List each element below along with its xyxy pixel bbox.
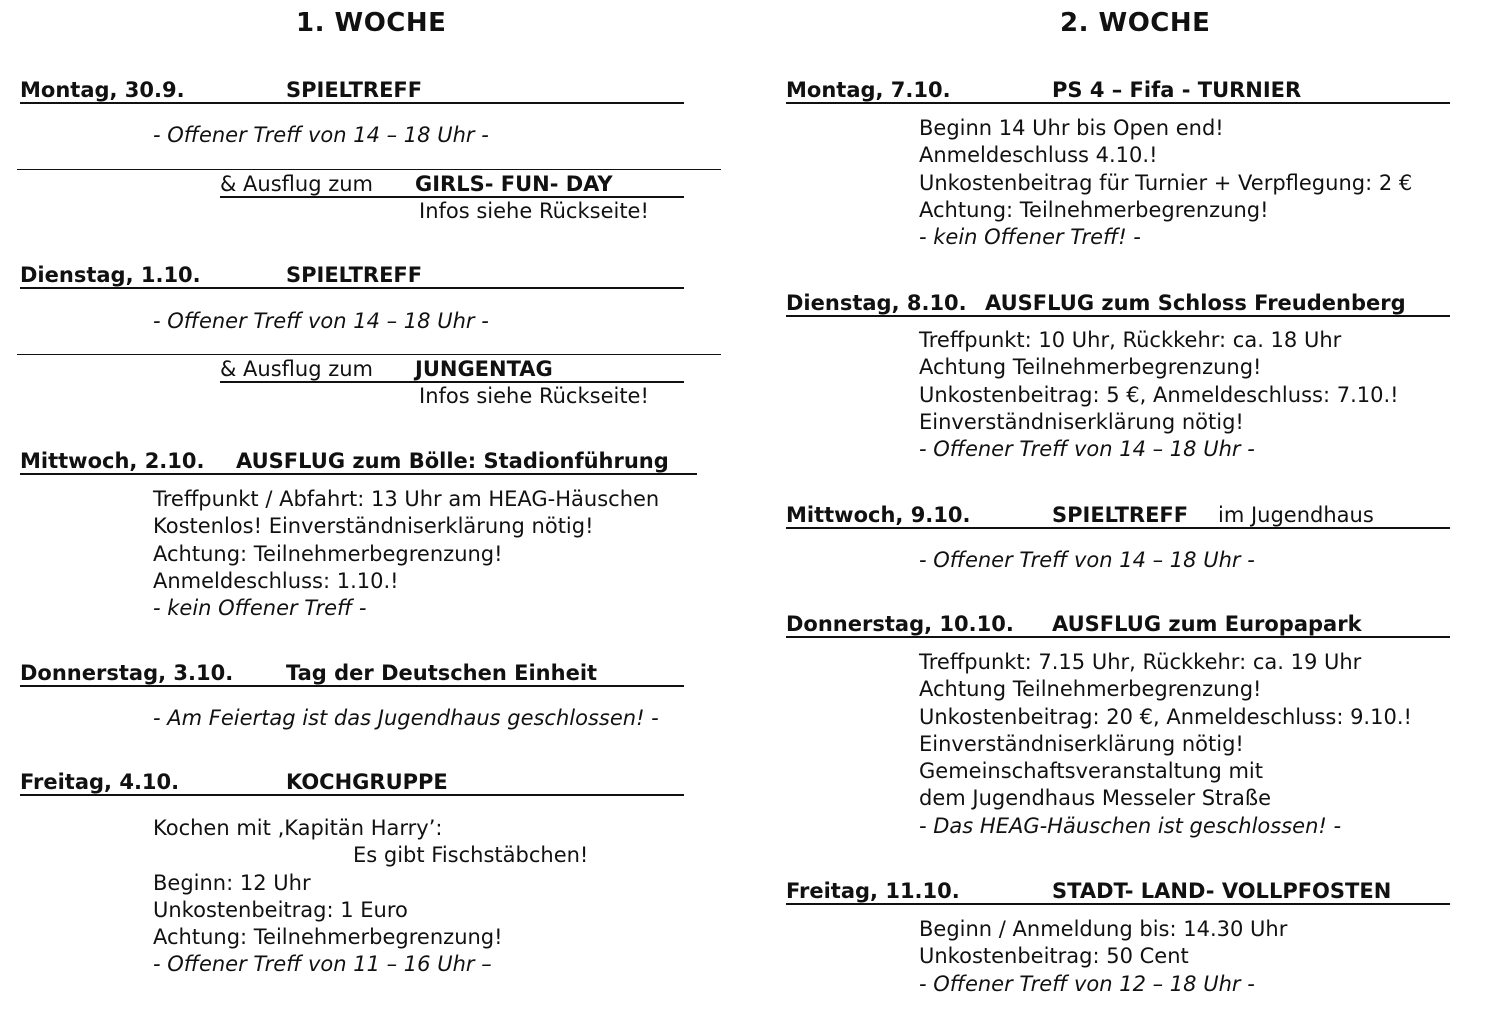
week-2-title: 2. WOCHE [1060,8,1211,38]
entry-event: STADT- LAND- VOLLPFOSTEN [1052,879,1392,903]
entry-event: AUSFLUG zum Schloss Freudenberg [985,291,1406,315]
entry-heading [20,263,684,289]
entry-line: - Offener Treff von 12 – 18 Uhr - [919,971,1255,996]
entry-body [919,327,1399,463]
entry-line: - Am Feiertag ist das Jugendhaus geschlossen! - [153,706,659,730]
entry-day: Montag, 7.10. [786,78,951,102]
entry-heading [786,78,1450,104]
entry-heading [20,449,697,475]
entry-line: - Offener Treff von 14 – 18 Uhr - [153,123,489,147]
entry-day: Donnerstag, 3.10. [20,661,234,685]
entry-line: Einverständniserklärung nötig! [919,409,1244,434]
entry-line: Es gibt Fischstäbchen! [353,843,589,868]
entry-line: Achtung: Teilnehmerbegrenzung! [153,541,503,566]
entry-event-suffix: im Jugendhaus [1218,503,1374,527]
entry-line: - Offener Treff von 14 – 18 Uhr - [919,437,1255,462]
entry-line: Unkostenbeitrag: 5 €, Anmeldeschluss: 7.10.! [919,382,1399,407]
entry-body [153,486,659,622]
entry-line: Achtung: Teilnehmerbegrenzung! [919,197,1269,222]
entry-line: Unkostenbeitrag: 1 Euro [153,897,408,922]
entry-line: - Offener Treff von 14 – 18 Uhr - [153,309,489,333]
entry-event: AUSFLUG zum Bölle: Stadionführung [236,449,669,473]
entry-day: Donnerstag, 10.10. [786,612,1014,636]
entry-event: SPIELTREFF [286,78,423,102]
trip-name: JUNGENTAG [415,357,553,381]
entry-line: Einverständniserklärung nötig! [919,731,1244,756]
divider [17,169,721,170]
entry-line: Achtung: Teilnehmerbegrenzung! [153,925,503,950]
entry-event: KOCHGRUPPE [286,770,448,794]
trip-prefix: & Ausflug zum [220,172,373,196]
entry-heading [786,612,1450,638]
entry-body [919,115,1412,251]
entry-line: Unkostenbeitrag: 20 €, Anmeldeschluss: 9.10.! [919,704,1412,729]
entry-event: SPIELTREFF [286,263,423,287]
entry-event: AUSFLUG zum Europapark [1052,612,1362,636]
entry-line: Achtung Teilnehmerbegrenzung! [919,355,1262,380]
trip-info: Infos siehe Rückseite! [419,384,649,408]
entry-heading [786,879,1450,905]
entry-day: Freitag, 4.10. [20,770,180,794]
entry-line: Beginn 14 Uhr bis Open end! [919,116,1224,140]
entry-line: - kein Offener Treff - [153,596,367,621]
entry-line: Achtung Teilnehmerbegrenzung! [919,677,1262,702]
entry-event: Tag der Deutschen Einheit [286,661,598,685]
entry-body [919,916,1287,998]
entry-heading [786,291,1450,317]
entry-line: Anmeldeschluss: 1.10.! [153,568,399,593]
entry-line: Treffpunkt: 10 Uhr, Rückkehr: ca. 18 Uhr [919,328,1342,352]
entry-line: Gemeinschaftsveranstaltung mit [919,759,1263,784]
entry-line: Treffpunkt / Abfahrt: 13 Uhr am HEAG-Häuschen [153,487,660,511]
entry-day: Freitag, 11.10. [786,879,960,903]
entry-line: Anmeldeschluss 4.10.! [919,143,1158,168]
trip-name: GIRLS- FUN- DAY [415,172,613,196]
entry-line: Kochen mit ‚Kapitän Harry’: [153,816,443,840]
entry-line: Kostenlos! Einverständniserklärung nötig! [153,514,594,539]
trip-info: Infos siehe Rückseite! [419,199,649,223]
entry-event: SPIELTREFF [1052,503,1189,527]
entry-body [153,815,588,979]
entry-line: - kein Offener Treff! - [919,225,1141,250]
entry-heading [786,503,1450,529]
entry-day: Dienstag, 1.10. [20,263,201,287]
entry-day: Montag, 30.9. [20,78,185,102]
entry-day: Mittwoch, 2.10. [20,449,205,473]
entry-line: Unkostenbeitrag für Turnier + Verpflegung: 2 € [919,170,1413,195]
trip-prefix: & Ausflug zum [220,357,373,381]
entry-line: Unkostenbeitrag: 50 Cent [919,944,1189,969]
entry-body [919,649,1412,840]
entry-line: - Offener Treff von 14 – 18 Uhr - [919,548,1255,572]
entry-day: Mittwoch, 9.10. [786,503,971,527]
entry-line: dem Jugendhaus Messeler Straße [919,786,1271,811]
entry-line: Beginn: 12 Uhr [153,870,311,895]
entry-heading [20,78,684,104]
week-1-title: 1. WOCHE [296,8,447,38]
entry-line: - Das HEAG-Häuschen ist geschlossen! - [919,813,1342,838]
entry-day: Dienstag, 8.10. [786,291,967,315]
entry-line: Beginn / Anmeldung bis: 14.30 Uhr [919,917,1288,941]
entry-heading [20,770,684,796]
trip-line [220,172,684,198]
trip-line [220,357,684,383]
entry-event: PS 4 – Fifa - TURNIER [1052,78,1302,102]
divider [17,354,721,355]
entry-line: Treffpunkt: 7.15 Uhr, Rückkehr: ca. 19 Uhr [919,650,1362,674]
entry-line: - Offener Treff von 11 – 16 Uhr – [153,952,492,977]
entry-heading [20,661,684,687]
